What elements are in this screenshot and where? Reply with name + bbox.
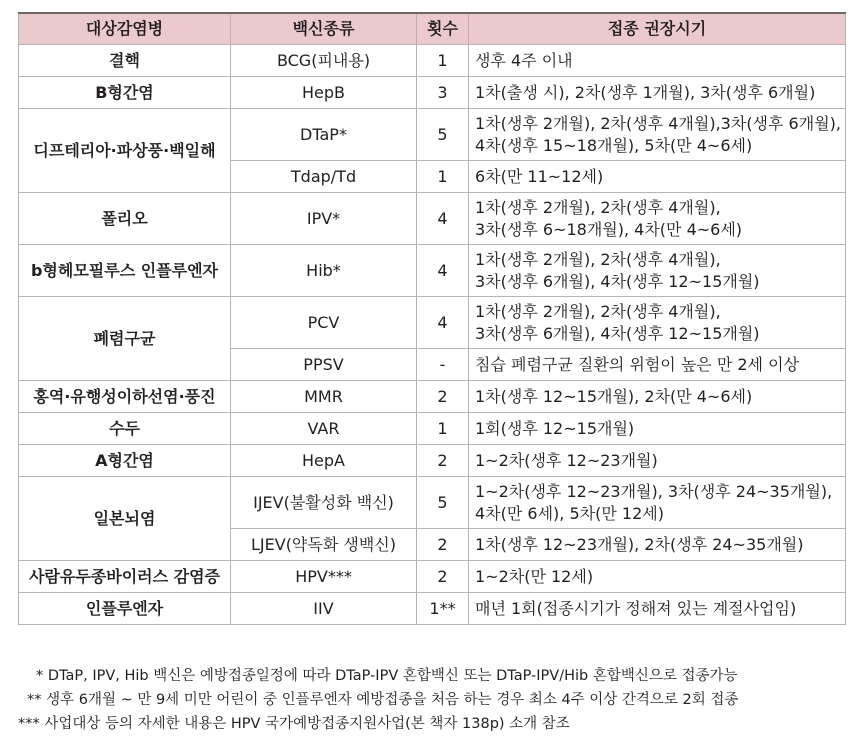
schedule-cell	[469, 445, 846, 477]
vaccine-cell: HepA	[231, 445, 417, 477]
doses-cell: 4	[417, 297, 469, 349]
doses-cell: 4	[417, 193, 469, 245]
footnotes	[18, 664, 848, 736]
disease-cell: 일본뇌염	[19, 477, 231, 561]
table-header-row	[19, 13, 846, 45]
doses-cell: 1	[417, 161, 469, 193]
schedule-line: 침습 폐렴구균 질환의 위험이 높은 만 2세 이상	[475, 354, 799, 374]
vaccination-schedule-table	[18, 12, 846, 625]
vaccine-cell: IJEV(불활성화 백신)	[231, 477, 417, 529]
disease-cell: 폴리오	[19, 193, 231, 245]
disease-cell: 수두	[19, 413, 231, 445]
schedule-cell	[469, 245, 846, 297]
table-row	[19, 561, 846, 593]
schedule-cell	[469, 109, 846, 161]
disease-cell: 홍역·유행성이하선염·풍진	[19, 381, 231, 413]
vaccine-cell: VAR	[231, 413, 417, 445]
disease-cell: 사람유두종바이러스 감염증	[19, 561, 231, 593]
doses-cell: 1**	[417, 593, 469, 625]
schedule-cell	[469, 381, 846, 413]
vaccine-cell: MMR	[231, 381, 417, 413]
disease-cell: B형간염	[19, 77, 231, 109]
schedule-line: 4차(만 6세), 5차(만 12세)	[475, 503, 664, 523]
schedule-line: 1차(생후 2개월), 2차(생후 4개월),	[475, 249, 721, 269]
header-doses: 횟수	[417, 13, 469, 45]
doses-cell: 5	[417, 109, 469, 161]
vaccine-cell: IPV*	[231, 193, 417, 245]
table-row	[19, 413, 846, 445]
vaccine-cell: PCV	[231, 297, 417, 349]
table-row	[19, 381, 846, 413]
schedule-cell	[469, 477, 846, 529]
vaccine-cell: Tdap/Td	[231, 161, 417, 193]
schedule-line: 1차(생후 2개월), 2차(생후 4개월),3차(생후 6개월),	[475, 113, 841, 133]
doses-cell: -	[417, 349, 469, 381]
schedule-cell	[469, 561, 846, 593]
vaccine-cell: PPSV	[231, 349, 417, 381]
disease-cell: 인플루엔자	[19, 593, 231, 625]
schedule-line: 3차(생후 6개월), 4차(생후 12~15개월)	[475, 271, 760, 291]
schedule-cell	[469, 413, 846, 445]
vaccine-cell: BCG(피내용)	[231, 45, 417, 77]
schedule-cell	[469, 193, 846, 245]
table-row	[19, 593, 846, 625]
disease-cell: 폐렴구균	[19, 297, 231, 381]
schedule-cell	[469, 77, 846, 109]
doses-cell: 2	[417, 529, 469, 561]
header-disease: 대상감염병	[19, 13, 231, 45]
schedule-line: 4차(생후 15~18개월), 5차(만 4~6세)	[475, 135, 753, 155]
schedule-line: 매년 1회(접종시기가 정해져 있는 계절사업임)	[475, 598, 797, 618]
table-row	[19, 477, 846, 529]
table-row	[19, 245, 846, 297]
table-row	[19, 193, 846, 245]
schedule-line: 1~2차(생후 12~23개월)	[475, 450, 658, 470]
footnote-combination-vaccines: * DTaP, IPV, Hib 백신은 예방접종일정에 따라 DTaP-IPV 혼합백신 또는 DTaP-IPV/Hib 혼합백신으로 접종가능	[36, 668, 738, 684]
doses-cell: 1	[417, 45, 469, 77]
schedule-line: 1차(생후 12~23개월), 2차(생후 24~35개월)	[475, 534, 804, 554]
doses-cell: 3	[417, 77, 469, 109]
doses-cell: 4	[417, 245, 469, 297]
schedule-line: 1회(생후 12~15개월)	[475, 418, 635, 438]
schedule-cell	[469, 45, 846, 77]
doses-cell: 2	[417, 561, 469, 593]
vaccine-cell: IIV	[231, 593, 417, 625]
header-schedule: 접종 권장시기	[469, 13, 846, 45]
table-row	[19, 445, 846, 477]
vaccine-cell: DTaP*	[231, 109, 417, 161]
schedule-line: 1차(생후 2개월), 2차(생후 4개월),	[475, 301, 721, 321]
doses-cell: 2	[417, 381, 469, 413]
schedule-line: 6차(만 11~12세)	[475, 166, 604, 186]
table-row	[19, 45, 846, 77]
disease-cell: 결핵	[19, 45, 231, 77]
doses-cell: 5	[417, 477, 469, 529]
schedule-line: 3차(생후 6~18개월), 4차(만 4~6세)	[475, 219, 743, 239]
table-row	[19, 297, 846, 349]
table-row	[19, 77, 846, 109]
vaccine-cell: Hib*	[231, 245, 417, 297]
footnote-hpv: *** 사업대상 등의 자세한 내용은 HPV 국가예방접종지원사업(본 책자 138p) 소개 참조	[18, 716, 570, 732]
schedule-cell	[469, 593, 846, 625]
disease-cell: b형헤모필루스 인플루엔자	[19, 245, 231, 297]
schedule-line: 1차(출생 시), 2차(생후 1개월), 3차(생후 6개월)	[475, 82, 816, 102]
vaccine-cell: HepB	[231, 77, 417, 109]
schedule-cell	[469, 161, 846, 193]
disease-cell: 디프테리아·파상풍·백일해	[19, 109, 231, 193]
disease-cell: A형간염	[19, 445, 231, 477]
schedule-line: 1차(생후 12~15개월), 2차(만 4~6세)	[475, 386, 753, 406]
schedule-line: 1~2차(생후 12~23개월), 3차(생후 24~35개월),	[475, 481, 833, 501]
schedule-cell	[469, 529, 846, 561]
table-row	[19, 109, 846, 161]
schedule-cell	[469, 349, 846, 381]
schedule-line: 1~2차(만 12세)	[475, 566, 594, 586]
schedule-line: 1차(생후 2개월), 2차(생후 4개월),	[475, 197, 721, 217]
schedule-line: 생후 4주 이내	[475, 50, 573, 70]
doses-cell: 2	[417, 445, 469, 477]
header-vaccine: 백신종류	[231, 13, 417, 45]
vaccine-cell: HPV***	[231, 561, 417, 593]
doses-cell: 1	[417, 413, 469, 445]
schedule-line: 3차(생후 6개월), 4차(생후 12~15개월)	[475, 323, 760, 343]
footnote-influenza: ** 생후 6개월 ~ 만 9세 미만 어린이 중 인플루엔자 예방접종을 처음 하는 경우 최소 4주 이상 간격으로 2회 접종	[27, 692, 739, 708]
schedule-cell	[469, 297, 846, 349]
vaccine-cell: LJEV(약독화 생백신)	[231, 529, 417, 561]
